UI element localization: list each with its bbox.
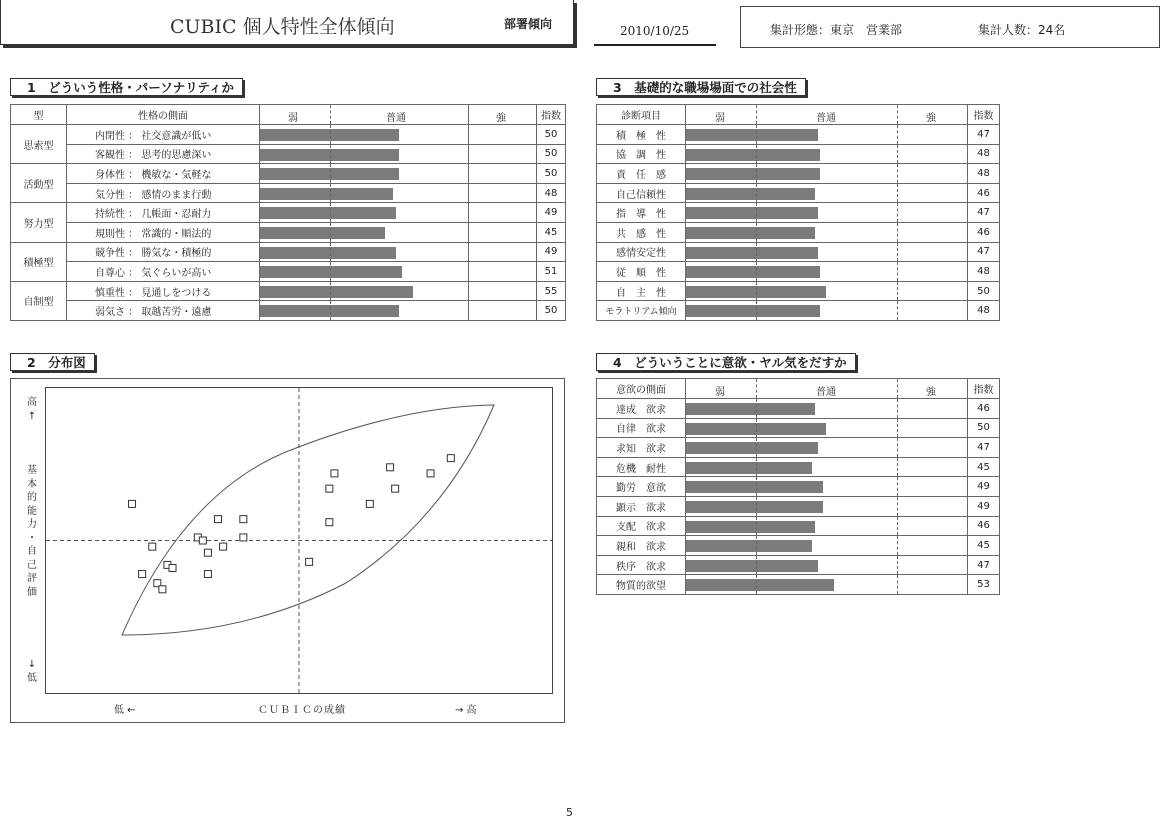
table-header-row xyxy=(11,105,566,125)
score-bar xyxy=(686,188,815,200)
score-bar xyxy=(686,462,812,474)
scale-divider xyxy=(468,301,469,320)
item-label: 支配 欲求 xyxy=(597,516,686,536)
scale-divider xyxy=(756,203,757,222)
score-value: 46 xyxy=(968,516,1000,536)
scale-divider xyxy=(468,223,469,242)
score-value: 48 xyxy=(968,164,1000,184)
score-bar-cell xyxy=(686,477,968,497)
table-row xyxy=(597,516,1000,536)
scale-divider xyxy=(330,243,331,262)
scale-divider xyxy=(468,164,469,183)
score-bar xyxy=(686,481,823,493)
item-label: 物質的欲望 xyxy=(597,575,686,595)
score-value: 53 xyxy=(968,575,1000,595)
score-bar-cell xyxy=(686,516,968,536)
score-bar-cell xyxy=(260,301,537,321)
score-value: 46 xyxy=(968,222,1000,242)
scale-divider xyxy=(756,223,757,242)
personality-type: 自制型 xyxy=(11,281,67,320)
scale-divider xyxy=(756,184,757,203)
scatter-point xyxy=(129,500,136,507)
y-axis-title-char: 己 xyxy=(27,559,37,571)
report-subtitle: 部署傾向 xyxy=(504,17,553,31)
score-value: 49 xyxy=(537,242,566,262)
score-value: 48 xyxy=(968,262,1000,282)
trait-label: 慎重性 ： 見通しをつける xyxy=(67,281,260,301)
scatter-point xyxy=(215,516,222,523)
scale-divider xyxy=(897,105,898,124)
scale-weak-label: 弱 xyxy=(288,113,298,124)
item-label: 達成 欲求 xyxy=(597,399,686,419)
score-bar-cell xyxy=(260,183,537,203)
table-row xyxy=(597,536,1000,556)
score-bar xyxy=(686,540,812,552)
scale-divider xyxy=(897,164,898,183)
section3-heading: 3 基礎的な職場場面での社会性 xyxy=(596,78,806,96)
scale-divider xyxy=(468,203,469,222)
col-scale-header xyxy=(686,379,968,399)
score-bar xyxy=(686,403,815,415)
score-value: 47 xyxy=(968,555,1000,575)
trait-label: 客観性 ： 思考的思慮深い xyxy=(67,144,260,164)
score-bar-cell xyxy=(686,242,968,262)
score-bar xyxy=(260,227,385,239)
score-bar-cell xyxy=(686,203,968,223)
score-value: 47 xyxy=(968,438,1000,458)
social-table xyxy=(596,104,1000,321)
score-value: 55 xyxy=(537,281,566,301)
table-row xyxy=(11,125,566,145)
score-bar xyxy=(686,560,818,572)
score-bar-cell xyxy=(260,203,537,223)
item-label: 自己信頼性 xyxy=(597,183,686,203)
score-bar-cell xyxy=(260,262,537,282)
trait-label: 身体性 ： 機敏な・気軽な xyxy=(67,164,260,184)
y-axis-title-char: 本 xyxy=(27,478,37,490)
table-row xyxy=(11,144,566,164)
y-axis-high-text: 高↑ xyxy=(27,397,37,422)
y-axis-title-char: 価 xyxy=(27,586,37,598)
scale-divider xyxy=(897,536,898,555)
y-axis-title-char: 能 xyxy=(27,505,37,517)
table-row xyxy=(597,477,1000,497)
scatter-point xyxy=(240,534,247,541)
score-bar-cell xyxy=(686,222,968,242)
y-axis-low-text: ↓低 xyxy=(27,659,37,684)
score-bar-cell xyxy=(686,438,968,458)
scale-divider xyxy=(756,477,757,496)
scale-divider xyxy=(756,517,757,536)
item-label: 感情安定性 xyxy=(597,242,686,262)
y-axis-title-char: 評 xyxy=(27,573,37,584)
score-bar-cell xyxy=(260,144,537,164)
trait-label: 自尊心 ： 気ぐらいが高い xyxy=(67,262,260,282)
col-scale-header xyxy=(686,105,968,125)
scale-weak-label: 弱 xyxy=(715,387,725,398)
col-index-header: 指数 xyxy=(968,379,1000,399)
scale-divider xyxy=(897,301,898,320)
score-bar-cell xyxy=(260,281,537,301)
score-bar xyxy=(686,168,820,180)
item-label: モラトリアム傾向 xyxy=(597,301,686,321)
scale-divider xyxy=(468,184,469,203)
score-bar-cell xyxy=(260,164,537,184)
table-row xyxy=(597,203,1000,223)
score-value: 50 xyxy=(537,164,566,184)
scale-divider xyxy=(330,282,331,301)
score-bar xyxy=(260,188,393,200)
item-label: 勤労 意欲 xyxy=(597,477,686,497)
y-axis-title-char: 力 xyxy=(27,519,37,530)
scatter-point xyxy=(159,586,166,593)
scale-divider xyxy=(756,458,757,477)
aggregation-count: 集計人数：24名 xyxy=(978,23,1066,37)
scale-divider xyxy=(330,145,331,164)
scatter-point xyxy=(169,564,176,571)
x-axis-high-label: → 高 xyxy=(455,705,477,716)
y-axis-high-label xyxy=(24,396,40,423)
scale-divider xyxy=(330,164,331,183)
scale-divider xyxy=(756,125,757,144)
y-axis-title-char: 的 xyxy=(27,492,37,503)
score-bar-cell xyxy=(686,183,968,203)
table-row xyxy=(597,418,1000,438)
scale-divider xyxy=(330,223,331,242)
scale-divider xyxy=(330,203,331,222)
scale-divider xyxy=(897,419,898,438)
scale-divider xyxy=(897,438,898,457)
score-bar-cell xyxy=(686,555,968,575)
col-index-header: 指数 xyxy=(537,105,566,125)
scale-weak-label: 弱 xyxy=(715,113,725,124)
scatter-point xyxy=(240,516,247,523)
score-value: 45 xyxy=(537,222,566,242)
score-bar xyxy=(686,266,820,278)
score-bar xyxy=(260,247,396,259)
col-item-header: 意欲の側面 xyxy=(597,379,686,399)
scale-divider xyxy=(897,262,898,281)
scale-divider xyxy=(756,262,757,281)
report-date: 2010/10/25 xyxy=(620,24,690,38)
table-row xyxy=(597,242,1000,262)
scale-divider xyxy=(468,105,469,124)
table-row xyxy=(597,164,1000,184)
scale-strong-label: 強 xyxy=(926,387,936,398)
scale-normal-label: 普通 xyxy=(816,387,836,398)
score-bar-cell xyxy=(260,242,537,262)
score-bar xyxy=(260,286,413,298)
score-bar-cell xyxy=(686,457,968,477)
score-bar-cell xyxy=(686,575,968,595)
y-axis-title xyxy=(24,464,40,599)
scale-divider xyxy=(897,203,898,222)
score-bar-cell xyxy=(686,301,968,321)
scatter-point xyxy=(447,455,454,462)
score-value: 48 xyxy=(968,301,1000,321)
score-value: 47 xyxy=(968,242,1000,262)
scale-divider xyxy=(897,184,898,203)
score-value: 46 xyxy=(968,183,1000,203)
score-bar-cell xyxy=(686,125,968,145)
table-row xyxy=(11,183,566,203)
table-header-row xyxy=(597,379,1000,399)
scale-divider xyxy=(468,125,469,144)
score-value: 50 xyxy=(537,144,566,164)
personality-type: 積極型 xyxy=(11,242,67,281)
scale-divider xyxy=(756,145,757,164)
col-type-header: 型 xyxy=(11,105,67,125)
scale-divider xyxy=(468,282,469,301)
score-value: 50 xyxy=(968,281,1000,301)
item-label: 秩序 欲求 xyxy=(597,555,686,575)
x-axis-low-label: 低 ← xyxy=(114,705,136,716)
scale-divider xyxy=(756,379,757,398)
trait-label: 弱気さ ： 取越苦労・遠慮 xyxy=(67,301,260,321)
scatter-point xyxy=(204,571,211,578)
scatter-point xyxy=(387,464,394,471)
score-bar xyxy=(686,207,818,219)
score-bar-cell xyxy=(686,144,968,164)
table-row xyxy=(597,222,1000,242)
scale-divider xyxy=(897,145,898,164)
score-bar xyxy=(686,521,815,533)
scale-divider xyxy=(330,105,331,124)
col-item-header: 診断項目 xyxy=(597,105,686,125)
scale-divider xyxy=(756,282,757,301)
motivation-table xyxy=(596,378,1000,595)
table-row xyxy=(11,203,566,223)
scale-divider xyxy=(756,399,757,418)
score-bar-cell xyxy=(686,496,968,516)
score-value: 45 xyxy=(968,536,1000,556)
score-value: 48 xyxy=(537,183,566,203)
table-row xyxy=(597,262,1000,282)
scale-divider xyxy=(897,223,898,242)
score-bar xyxy=(260,207,396,219)
item-label: 責 任 感 xyxy=(597,164,686,184)
score-bar xyxy=(260,266,402,278)
scatter-point xyxy=(204,549,211,556)
table-row xyxy=(597,125,1000,145)
scale-divider xyxy=(330,262,331,281)
scale-divider xyxy=(468,262,469,281)
table-header-row xyxy=(597,105,1000,125)
scatter-point xyxy=(331,470,338,477)
item-label: 協 調 性 xyxy=(597,144,686,164)
scatter-point xyxy=(149,543,156,550)
score-bar xyxy=(686,442,818,454)
table-row xyxy=(11,262,566,282)
table-row xyxy=(597,281,1000,301)
scale-divider xyxy=(756,438,757,457)
score-value: 50 xyxy=(537,301,566,321)
score-bar xyxy=(686,305,820,317)
y-axis-title-char: 基 xyxy=(27,465,37,476)
scatter-point xyxy=(427,470,434,477)
scale-normal-label: 普通 xyxy=(386,113,406,124)
scale-divider xyxy=(897,282,898,301)
score-value: 47 xyxy=(968,125,1000,145)
scale-divider xyxy=(897,477,898,496)
scatter-point xyxy=(306,558,313,565)
trait-label: 競争性 ： 勝気な・積極的 xyxy=(67,242,260,262)
table-row xyxy=(597,575,1000,595)
page-number: 5 xyxy=(566,806,573,819)
score-bar-cell xyxy=(686,262,968,282)
scale-divider xyxy=(330,184,331,203)
y-axis-low-label xyxy=(24,658,40,685)
score-value: 47 xyxy=(968,203,1000,223)
scale-divider xyxy=(330,125,331,144)
table-row xyxy=(11,164,566,184)
plot-area xyxy=(45,387,553,694)
score-bar-cell xyxy=(686,281,968,301)
table-row xyxy=(11,301,566,321)
personality-table xyxy=(10,104,566,321)
scale-divider xyxy=(756,497,757,516)
section1-heading: 1 どういう性格・パーソナリティか xyxy=(10,78,243,96)
date-underline xyxy=(594,44,716,46)
table-row xyxy=(11,222,566,242)
score-bar-cell xyxy=(686,399,968,419)
item-label: 顕示 欲求 xyxy=(597,496,686,516)
scale-divider xyxy=(756,419,757,438)
scale-divider xyxy=(756,243,757,262)
item-label: 親和 欲求 xyxy=(597,536,686,556)
score-value: 49 xyxy=(968,477,1000,497)
section2-heading: 2 分布図 xyxy=(10,353,95,371)
scale-divider xyxy=(897,497,898,516)
score-value: 45 xyxy=(968,457,1000,477)
item-label: 自 主 性 xyxy=(597,281,686,301)
item-label: 求知 欲求 xyxy=(597,438,686,458)
table-row xyxy=(597,457,1000,477)
col-index-header: 指数 xyxy=(968,105,1000,125)
item-label: 従 順 性 xyxy=(597,262,686,282)
scatter-point xyxy=(220,543,227,550)
score-bar xyxy=(686,579,834,591)
personality-type: 思索型 xyxy=(11,125,67,164)
score-bar xyxy=(686,247,818,259)
score-bar xyxy=(686,227,815,239)
scale-divider xyxy=(756,164,757,183)
scale-normal-label: 普通 xyxy=(816,113,836,124)
distribution-envelope xyxy=(122,405,494,635)
item-label: 自律 欲求 xyxy=(597,418,686,438)
item-label: 共 感 性 xyxy=(597,222,686,242)
score-value: 50 xyxy=(968,418,1000,438)
personality-type: 活動型 xyxy=(11,164,67,203)
table-row xyxy=(11,242,566,262)
score-value: 46 xyxy=(968,399,1000,419)
x-axis-title: ＣＵＢＩＣの成績 xyxy=(258,705,346,716)
table-row xyxy=(597,438,1000,458)
table-row xyxy=(597,555,1000,575)
score-value: 51 xyxy=(537,262,566,282)
item-label: 危機 耐性 xyxy=(597,457,686,477)
scatter-plot xyxy=(46,388,552,693)
scale-divider xyxy=(897,575,898,594)
scale-divider xyxy=(468,243,469,262)
table-row xyxy=(597,301,1000,321)
table-row xyxy=(597,399,1000,419)
table-row xyxy=(11,281,566,301)
scale-divider xyxy=(468,145,469,164)
table-row xyxy=(597,183,1000,203)
scale-strong-label: 強 xyxy=(926,113,936,124)
score-value: 49 xyxy=(537,203,566,223)
report-title: CUBIC 個人特性全体傾向 xyxy=(170,16,395,38)
score-bar xyxy=(686,501,823,513)
score-value: 50 xyxy=(537,125,566,145)
score-value: 48 xyxy=(968,144,1000,164)
score-bar xyxy=(686,129,818,141)
score-bar-cell xyxy=(686,536,968,556)
scale-strong-label: 強 xyxy=(496,113,506,124)
scatter-point xyxy=(366,500,373,507)
scatter-point xyxy=(326,519,333,526)
scatter-point xyxy=(392,485,399,492)
scatter-point xyxy=(199,537,206,544)
score-bar-cell xyxy=(260,125,537,145)
scale-divider xyxy=(756,301,757,320)
table-row xyxy=(597,496,1000,516)
scale-divider xyxy=(756,105,757,124)
item-label: 指 導 性 xyxy=(597,203,686,223)
score-bar-cell xyxy=(686,164,968,184)
scale-divider xyxy=(897,458,898,477)
scale-divider xyxy=(897,399,898,418)
scale-divider xyxy=(330,301,331,320)
y-axis-title-char: ・ xyxy=(27,532,37,544)
scatter-point xyxy=(139,571,146,578)
scale-divider xyxy=(756,556,757,575)
section4-heading: 4 どういうことに意欲・ヤル気をだすか xyxy=(596,353,856,371)
trait-label: 規則性 ： 常識的・順法的 xyxy=(67,222,260,242)
scale-divider xyxy=(897,243,898,262)
trait-label: 内閉性 ： 社交意識が低い xyxy=(67,125,260,145)
aggregation-group: 集計形態：東京 営業部 xyxy=(770,23,903,37)
scatter-point xyxy=(326,485,333,492)
col-aspect-header: 性格の側面 xyxy=(67,105,260,125)
scale-divider xyxy=(897,517,898,536)
y-axis-title-char: 自 xyxy=(27,546,37,557)
col-scale-header xyxy=(260,105,537,125)
score-bar xyxy=(686,149,820,161)
scale-divider xyxy=(756,536,757,555)
scale-divider xyxy=(897,379,898,398)
table-row xyxy=(597,144,1000,164)
scale-divider xyxy=(897,556,898,575)
scale-divider xyxy=(897,125,898,144)
score-bar-cell xyxy=(260,222,537,242)
item-label: 積 極 性 xyxy=(597,125,686,145)
score-value: 49 xyxy=(968,496,1000,516)
trait-label: 気分性 ： 感情のまま行動 xyxy=(67,183,260,203)
score-bar-cell xyxy=(686,418,968,438)
trait-label: 持続性 ： 几帳面・忍耐力 xyxy=(67,203,260,223)
scale-divider xyxy=(756,575,757,594)
personality-type: 努力型 xyxy=(11,203,67,242)
